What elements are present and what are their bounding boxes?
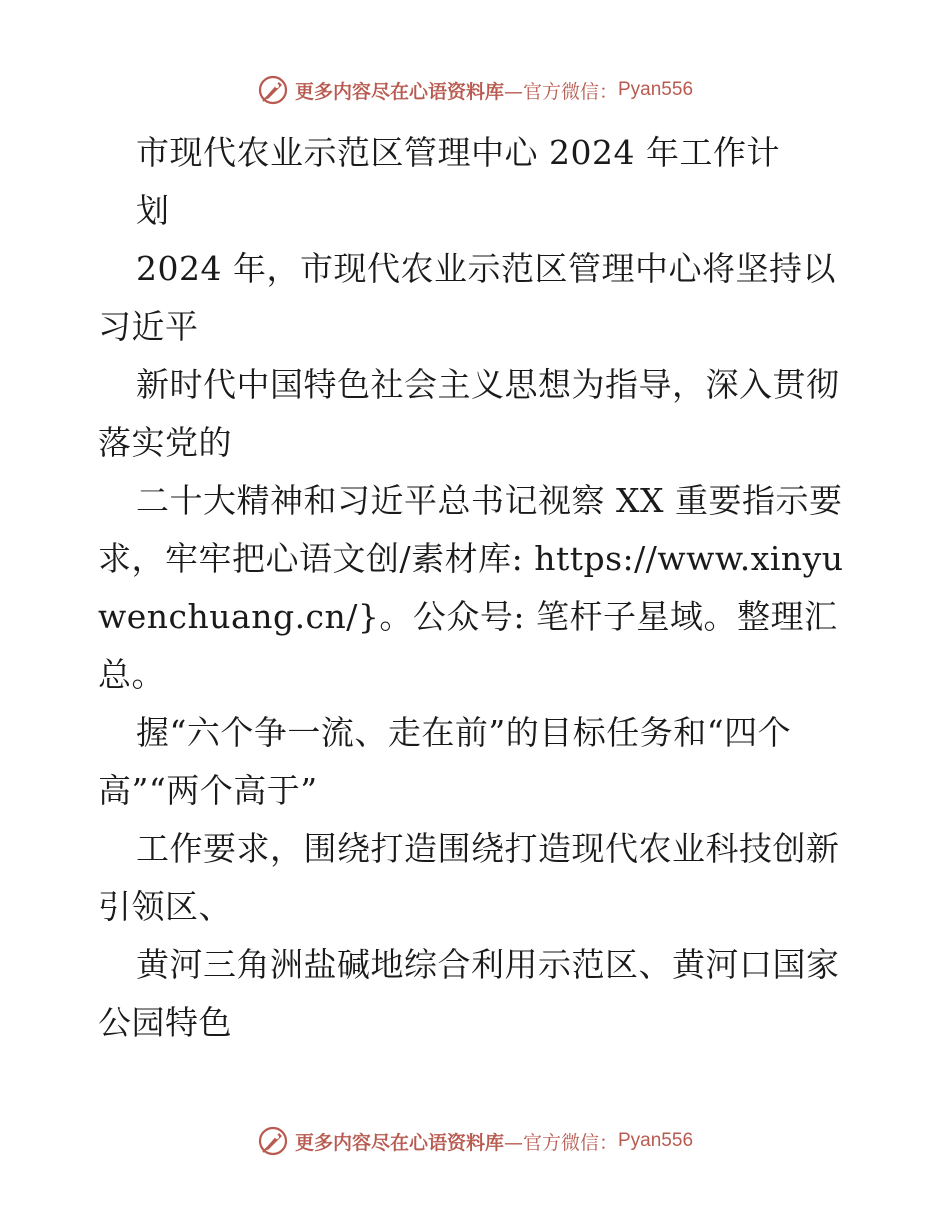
paragraph-line: 落实党的 [98, 423, 232, 462]
paragraph-line: 2024 年，市现代农业示范区管理中心将坚持以 [136, 249, 836, 288]
document-body [98, 124, 858, 1052]
paragraph-line: 黄河三角洲盐碱地综合利用示范区、黄河口国家 [136, 945, 840, 984]
banner-separator: —官方微信： [503, 80, 618, 103]
quill-logo-icon [257, 74, 289, 106]
footer-banner [0, 1121, 950, 1161]
header-banner [0, 70, 950, 110]
paragraph-line: 公园特色 [98, 1003, 232, 1042]
paragraph-line: 总。 [98, 655, 165, 694]
paragraph-line: 求，牢牢把心语文创/素材库: https://www.xinyu [98, 539, 844, 578]
paragraph-line: 高”“两个高于” [98, 771, 318, 810]
paragraph-line: 习近平 [98, 307, 199, 346]
title-line: 划 [136, 191, 170, 230]
title-line: 市现代农业示范区管理中心 2024 年工作计 [136, 133, 780, 172]
paragraph-line: 握“六个争一流、走在前”的目标任务和“四个 [136, 713, 792, 752]
banner-separator: —官方微信： [503, 1131, 618, 1154]
paragraph-line: wenchuang.cn/}。公众号: 笔杆子星域。整理汇 [98, 597, 838, 636]
banner-wechat-id: Pyan556 [618, 79, 694, 100]
banner-text: 更多内容尽在心语资料库 [294, 1131, 504, 1154]
banner-text: 更多内容尽在心语资料库 [294, 80, 504, 103]
quill-logo-icon [257, 1125, 289, 1157]
paragraph-line: 新时代中国特色社会主义思想为指导，深入贯彻 [136, 365, 840, 404]
paragraph-line: 引领区、 [98, 887, 232, 926]
paragraph-line: 工作要求，围绕打造围绕打造现代农业科技创新 [136, 829, 840, 868]
paragraph-line: 二十大精神和习近平总书记视察 XX 重要指示要 [136, 481, 843, 520]
banner-wechat-id: Pyan556 [618, 1130, 694, 1151]
